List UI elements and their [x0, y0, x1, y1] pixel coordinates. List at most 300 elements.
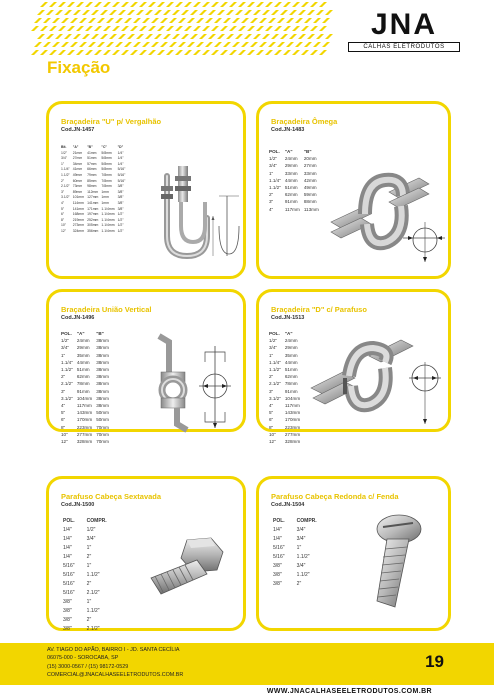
hatch-stripe — [46, 34, 54, 39]
hatch-stripe — [223, 18, 231, 23]
hatch-stripe — [277, 18, 285, 23]
hatch-stripe — [166, 50, 174, 55]
table-row — [63, 553, 119, 562]
table-row — [269, 373, 304, 380]
hatch-stripe — [325, 34, 333, 39]
hatch-stripe — [229, 26, 237, 31]
table-cell: 1" — [86, 545, 92, 551]
table-cell: 8" — [269, 424, 274, 430]
brand-logo — [348, 10, 460, 52]
hatch-stripe — [259, 18, 267, 23]
table-row — [269, 170, 323, 177]
spec-table — [63, 517, 119, 634]
hatch-stripe — [115, 18, 123, 23]
hatch-stripe — [49, 2, 57, 7]
table-cell: 356mm — [87, 228, 99, 233]
hatch-stripe — [295, 18, 303, 23]
email-line: COMERCIAL@JNACALHASEELETRODUTOS.COM.BR — [47, 672, 184, 679]
hatch-stripe — [124, 18, 132, 23]
hatch-stripe — [34, 42, 42, 47]
hatch-stripe — [37, 34, 45, 39]
table-cell: 1.1/2" — [296, 572, 310, 578]
hatch-stripe — [112, 26, 120, 31]
hatch-stripe — [157, 2, 165, 7]
table-cell: 98mm — [87, 184, 97, 189]
table-cell: 29mm — [284, 163, 298, 169]
table-cell: 1" — [86, 599, 92, 605]
table-cell: 5/16" — [117, 178, 126, 183]
table-cell: 1.1/2" — [296, 554, 310, 560]
hatch-stripe — [73, 34, 81, 39]
table-cell: 3/4" — [61, 156, 67, 161]
product-title: Parafuso Cabeça Redonda c/ Fenda — [271, 492, 399, 501]
hatch-stripe — [295, 42, 303, 47]
table-cell: 88mm — [303, 199, 317, 205]
table-row — [63, 589, 119, 598]
hatch-stripe — [310, 50, 318, 55]
hatch-stripe — [220, 50, 228, 55]
table-cell: 3/8" — [273, 581, 282, 587]
table-cell: 3/8" — [273, 572, 282, 578]
table-cell: 1" — [61, 352, 66, 358]
table-row — [61, 431, 113, 438]
table-cell: 5/16" — [273, 545, 285, 551]
table-cell: 5/16" — [63, 590, 75, 596]
brand-tagline: CALHAS ELETRODUTOS — [348, 42, 460, 52]
table-cell: 7/8mm — [101, 184, 112, 189]
hatch-stripe — [199, 34, 207, 39]
hatch-stripe — [199, 10, 207, 15]
table-cell: 70mm — [96, 439, 109, 445]
decorative-hatch-pattern — [0, 0, 330, 58]
hatch-stripe — [151, 18, 159, 23]
table-cell: 6" — [61, 417, 66, 423]
hatch-stripe — [250, 18, 258, 23]
hatch-stripe — [109, 10, 117, 15]
table-cell: 1/2" — [86, 527, 96, 533]
phone-line: (15) 3000-0567 / (15) 98172-0529 — [47, 663, 129, 670]
hatch-stripe — [259, 42, 267, 47]
product-title: Parafuso Cabeça Sextavada — [61, 492, 162, 501]
table-cell: 91mm — [76, 388, 90, 394]
hatch-stripe — [31, 26, 39, 31]
table-header-row — [63, 517, 119, 526]
hatch-stripe — [196, 42, 204, 47]
u-clamp-illustration — [149, 156, 244, 271]
table-cell: 2" — [61, 178, 65, 183]
table-cell: 143mm — [76, 410, 93, 416]
table-cell: 38mm — [96, 367, 109, 373]
table-cell: 2" — [269, 374, 274, 380]
table-cell: 1/2" — [61, 150, 67, 155]
hatch-stripe — [118, 34, 126, 39]
hatch-stripe — [307, 10, 315, 15]
table-cell: 2" — [86, 617, 92, 623]
hatch-stripe — [241, 18, 249, 23]
hatch-stripe — [175, 50, 183, 55]
product-title: Braçadeira "U" p/ Vergalhão — [61, 117, 162, 126]
round-head-screw-illustration — [347, 509, 447, 619]
hatch-stripe — [70, 42, 78, 47]
table-cell: 5/16" — [117, 167, 126, 172]
hatch-stripe — [307, 34, 315, 39]
table-cell: 1.1/4mm — [101, 212, 115, 217]
hatch-stripe — [211, 50, 219, 55]
table-cell: 305mm — [87, 223, 99, 228]
table-cell: 2.1/2" — [61, 184, 70, 189]
product-card-hex-bolt — [46, 476, 246, 631]
hatch-stripe — [265, 2, 273, 7]
hatch-stripe — [190, 10, 198, 15]
table-cell: 3/8" — [117, 206, 124, 211]
table-cell: 3/4" — [269, 163, 278, 169]
product-card-omega-clamp — [256, 101, 451, 279]
table-cell: 117mm — [284, 206, 300, 212]
column-header: "C" — [101, 145, 108, 149]
table-row — [61, 366, 113, 373]
hatch-stripe — [202, 26, 210, 31]
table-cell: 1" — [86, 563, 92, 569]
table-cell: 34mm — [72, 161, 83, 166]
hatch-stripe — [85, 50, 93, 55]
table-cell: 273mm — [72, 223, 85, 228]
hatch-stripe — [163, 34, 171, 39]
table-cell: 2" — [86, 554, 92, 560]
hatch-stripe — [223, 42, 231, 47]
table-cell: 1.1/4mm — [101, 206, 115, 211]
column-header: "A" — [72, 145, 79, 149]
table-row — [273, 535, 329, 544]
table-cell: 24mm — [76, 338, 90, 344]
table-cell: 3" — [61, 388, 66, 394]
hatch-stripe — [88, 42, 96, 47]
table-cell: 3/4" — [296, 536, 306, 542]
table-cell: 2.1/2" — [86, 626, 100, 632]
table-cell: 51mm — [284, 367, 298, 373]
table-cell: 24mm — [284, 156, 298, 162]
hatch-stripe — [211, 2, 219, 7]
table-cell: 5" — [61, 206, 65, 211]
hatch-stripe — [187, 18, 195, 23]
table-cell: 66mm — [87, 167, 97, 172]
table-cell: 38mm — [96, 388, 109, 394]
table-cell: 2" — [61, 374, 66, 380]
table-cell: 104mm — [284, 395, 301, 401]
hatch-stripe — [292, 2, 300, 7]
table-cell: 89mm — [72, 189, 83, 194]
table-row — [269, 177, 323, 184]
hatch-stripe — [136, 10, 144, 15]
table-cell: 1.1/4mm — [101, 217, 115, 222]
hatch-stripe — [277, 42, 285, 47]
hatch-stripe — [139, 26, 147, 31]
hatch-stripe — [316, 34, 324, 39]
hatch-stripe — [76, 2, 84, 7]
table-cell: 41mm — [72, 167, 83, 172]
hatch-stripe — [322, 18, 330, 23]
hatch-stripe — [79, 18, 87, 23]
spec-table — [269, 148, 323, 213]
hatch-stripe — [301, 26, 309, 31]
hatch-stripe — [40, 50, 48, 55]
hatch-stripe — [313, 18, 321, 23]
hatch-stripe — [151, 42, 159, 47]
table-row — [61, 344, 113, 351]
table-cell: 3/8" — [273, 563, 282, 569]
hatch-stripe — [94, 2, 102, 7]
hatch-stripe — [148, 26, 156, 31]
table-cell: 1/4" — [63, 536, 72, 542]
table-cell: 3/4" — [296, 563, 306, 569]
hatch-stripe — [214, 42, 222, 47]
column-header: "A" — [76, 331, 85, 336]
hatch-stripe — [91, 34, 99, 39]
table-cell: 10" — [269, 431, 276, 437]
table-row — [273, 544, 329, 553]
hatch-stripe — [280, 10, 288, 15]
table-cell: 3.1/2" — [61, 395, 73, 401]
table-header-row — [269, 148, 323, 155]
table-row — [61, 388, 113, 395]
table-row — [61, 402, 113, 409]
table-cell: 5/16" — [63, 572, 75, 578]
table-row — [61, 337, 113, 344]
hatch-stripe — [52, 42, 60, 47]
hatch-stripe — [73, 10, 81, 15]
hatch-stripe — [214, 18, 222, 23]
hatch-stripe — [61, 42, 69, 47]
table-cell: 5/16" — [63, 581, 75, 587]
table-cell: 33mm — [303, 170, 317, 176]
table-cell: 1/2" — [269, 156, 278, 162]
hatch-stripe — [244, 10, 252, 15]
table-row — [273, 526, 329, 535]
hatch-stripe — [184, 26, 192, 31]
product-code: Cod.JN-1457 — [61, 127, 95, 133]
table-cell: 78mm — [76, 381, 90, 387]
hatch-stripe — [67, 50, 75, 55]
hatch-stripe — [322, 42, 330, 47]
hatch-stripe — [202, 2, 210, 7]
hatch-stripe — [274, 26, 282, 31]
d-clamp-illustration — [309, 338, 449, 430]
hatch-stripe — [94, 50, 102, 55]
table-cell: 38mm — [96, 395, 109, 401]
table-row — [269, 380, 304, 387]
hatch-stripe — [109, 34, 117, 39]
hatch-stripe — [175, 26, 183, 31]
table-cell: 3/8" — [117, 184, 124, 189]
hatch-stripe — [205, 18, 213, 23]
hatch-stripe — [268, 18, 276, 23]
table-cell: 10" — [61, 431, 68, 437]
hatch-stripe — [157, 26, 165, 31]
hatch-stripe — [208, 10, 216, 15]
hatch-stripe — [187, 42, 195, 47]
table-cell: 62mm — [76, 374, 90, 380]
hatch-stripe — [256, 26, 264, 31]
hatch-stripe — [82, 34, 90, 39]
hatch-stripe — [220, 2, 228, 7]
hatch-stripe — [286, 18, 294, 23]
hatch-stripe — [235, 10, 243, 15]
product-card-u-clamp — [46, 101, 246, 279]
table-row — [61, 409, 113, 416]
hatch-stripe — [37, 10, 45, 15]
table-header-row — [269, 330, 304, 337]
table-row — [269, 206, 323, 213]
table-row — [273, 571, 329, 580]
table-cell: 1" — [269, 170, 274, 176]
table-cell: 1.1/4mm — [101, 223, 115, 228]
table-cell: 2.1/2" — [61, 381, 73, 387]
table-cell: 5" — [61, 410, 66, 416]
table-row — [63, 598, 119, 607]
hatch-stripe — [256, 50, 264, 55]
table-cell: 6" — [61, 212, 65, 217]
table-cell: 1.1/2" — [269, 185, 281, 191]
table-cell: 3/8" — [63, 626, 72, 632]
table-cell: 5/8mm — [101, 161, 112, 166]
hatch-stripe — [139, 50, 147, 55]
hatch-stripe — [301, 50, 309, 55]
table-cell: 8" — [61, 217, 65, 222]
vertical-union-clamp-illustration — [141, 332, 245, 432]
hatch-stripe — [181, 34, 189, 39]
hatch-stripe — [232, 42, 240, 47]
table-cell: 113mm — [303, 206, 319, 212]
table-cell: 44mm — [76, 359, 90, 365]
product-title: Braçadeira União Vertical — [61, 305, 152, 314]
table-cell: 197mm — [87, 212, 99, 217]
hatch-stripe — [94, 26, 102, 31]
hatch-stripe — [253, 10, 261, 15]
hatch-stripe — [178, 18, 186, 23]
hatch-stripe — [283, 26, 291, 31]
hatch-stripe — [271, 34, 279, 39]
hatch-stripe — [184, 50, 192, 55]
table-cell: 41mm — [87, 150, 97, 155]
table-row — [61, 229, 128, 235]
hatch-stripe — [154, 10, 162, 15]
column-header: "B" — [87, 145, 93, 149]
hatch-stripe — [43, 42, 51, 47]
table-cell: 3.1/2" — [269, 395, 281, 401]
table-cell: 168mm — [72, 212, 85, 217]
table-cell: 1.1/2" — [269, 367, 281, 373]
table-cell: 1" — [61, 161, 65, 166]
table-cell: 51mm — [284, 185, 298, 191]
table-cell: 223mm — [76, 424, 93, 430]
hatch-stripe — [250, 42, 258, 47]
table-cell: 57mm — [87, 161, 97, 166]
table-cell: 6" — [269, 417, 274, 423]
table-row — [269, 416, 304, 423]
hatch-stripe — [301, 2, 309, 7]
contact-info — [47, 646, 183, 680]
table-cell: 21mm — [72, 150, 83, 155]
hatch-stripe — [133, 42, 141, 47]
table-cell: 1/4" — [117, 156, 124, 161]
hatch-stripe — [274, 50, 282, 55]
table-row — [269, 395, 304, 402]
hatch-stripe — [103, 50, 111, 55]
column-header: COMPR. — [296, 518, 317, 524]
table-cell: 4" — [269, 206, 274, 212]
table-cell: 101mm — [72, 195, 85, 200]
table-cell: 91mm — [284, 388, 298, 394]
hatch-stripe — [160, 42, 168, 47]
table-cell: 143mm — [284, 410, 301, 416]
table-cell: 3" — [269, 388, 274, 394]
hatch-stripe — [166, 26, 174, 31]
hatch-stripe — [310, 2, 318, 7]
hatch-stripe — [58, 2, 66, 7]
hatch-stripe — [91, 10, 99, 15]
table-row — [273, 580, 329, 589]
product-card-round-head-screw — [256, 476, 451, 631]
hatch-stripe — [154, 34, 162, 39]
product-title: Braçadeira "D" c/ Parafuso — [271, 305, 367, 314]
table-cell: 3/8" — [117, 195, 124, 200]
page-number: 19 — [425, 652, 444, 671]
hatch-stripe — [313, 42, 321, 47]
hatch-stripe — [238, 26, 246, 31]
hatch-stripe — [166, 2, 174, 7]
column-header: "A" — [284, 331, 293, 336]
table-cell: 1/2" — [117, 223, 124, 228]
hatch-stripe — [142, 42, 150, 47]
table-cell: 277mm — [284, 431, 301, 437]
table-cell: 4" — [61, 200, 65, 205]
table-cell: 42mm — [303, 177, 317, 183]
hatch-stripe — [160, 18, 168, 23]
table-cell: 1/2" — [269, 338, 278, 344]
table-cell: 1/4" — [63, 545, 72, 551]
table-cell: 29mm — [284, 345, 298, 351]
table-cell: 3/4" — [61, 345, 70, 351]
table-cell: 1" — [269, 352, 274, 358]
table-row — [273, 562, 329, 571]
hatch-stripe — [100, 10, 108, 15]
hatch-stripe — [34, 18, 42, 23]
table-row — [61, 416, 113, 423]
hatch-stripe — [190, 34, 198, 39]
table-cell: 328mm — [76, 439, 93, 445]
table-cell: 5" — [269, 410, 274, 416]
hatch-stripe — [217, 10, 225, 15]
table-cell: 324mm — [72, 228, 85, 233]
hatch-stripe — [145, 34, 153, 39]
website-link[interactable]: WWW.JNACALHASEELETRODUTOS.COM.BR — [266, 688, 432, 695]
column-header: POL. — [269, 331, 280, 336]
hatch-stripe — [193, 26, 201, 31]
hatch-stripe — [118, 10, 126, 15]
column-header: "B" — [303, 149, 312, 154]
table-cell: 49mm — [303, 185, 317, 191]
table-cell: 5/16" — [117, 172, 126, 177]
table-cell: 219mm — [72, 217, 85, 222]
hatch-stripe — [148, 2, 156, 7]
table-cell: 127mm — [87, 195, 99, 200]
hatch-stripe — [49, 26, 57, 31]
hatch-stripe — [319, 2, 327, 7]
hatch-stripe — [82, 10, 90, 15]
table-cell: 104mm — [76, 395, 93, 401]
table-row — [269, 366, 304, 373]
hatch-stripe — [202, 50, 210, 55]
table-cell: 5/16" — [273, 554, 285, 560]
